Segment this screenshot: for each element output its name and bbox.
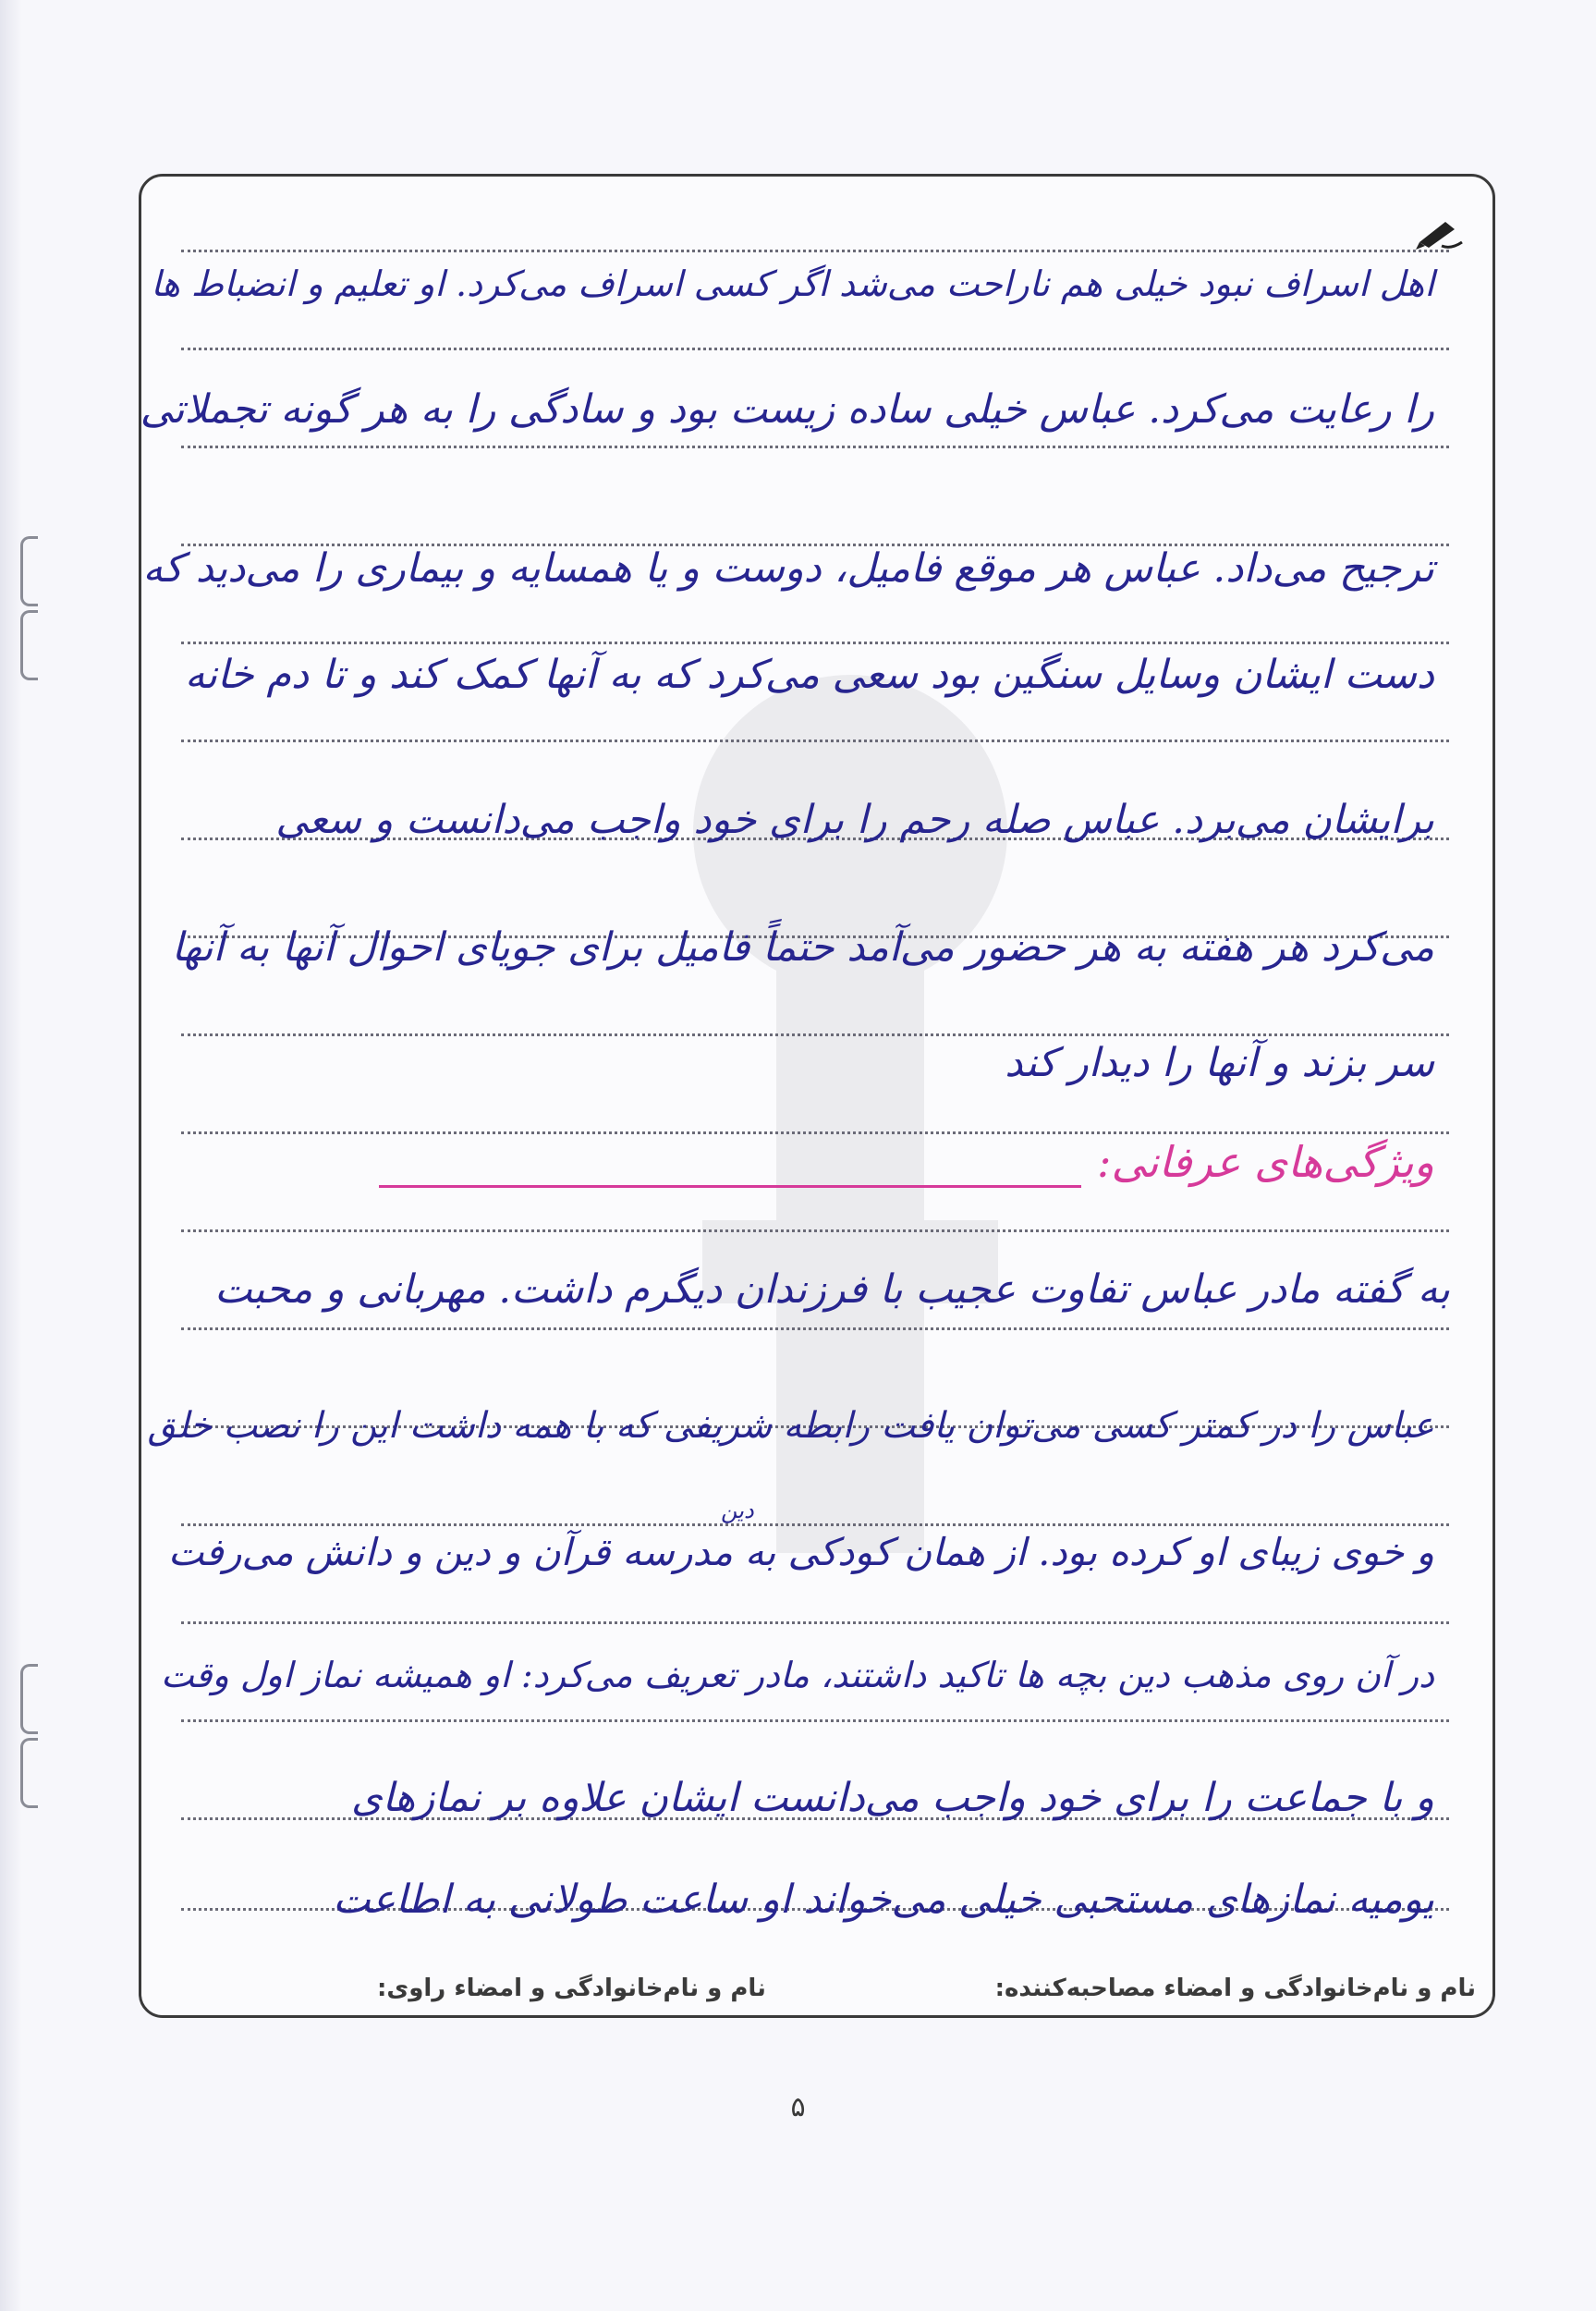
ruled-line bbox=[181, 348, 1449, 350]
staple-bottom bbox=[20, 1664, 38, 1734]
handwritten-line: دست ایشان وسایل سنگین بود سعی می‌کرد که به آنها کمک کند و تا دم خانه bbox=[185, 652, 1434, 698]
handwritten-line: می‌کرد هر هفته به هر حضور می‌آمد حتماً فامیل برای جویای احوال آنها به آنها bbox=[171, 924, 1434, 971]
handwritten-line: را رعایت می‌کرد. عباس خیلی ساده زیست بود و سادگی را به هر گونه تجملاتی bbox=[140, 386, 1434, 433]
ruled-line bbox=[181, 446, 1449, 448]
handwritten-line: ترجیح می‌داد. عباس هر موقع فامیل، دوست و یا همسایه و بیماری را می‌دید که bbox=[142, 545, 1434, 592]
pen-writing-icon bbox=[1414, 214, 1466, 251]
staple-top-lower bbox=[20, 610, 38, 680]
page-binding-shadow bbox=[0, 0, 22, 2311]
handwritten-line: در آن روی مذهب دین بچه ها تاکید داشتند، مادر تعریف می‌کرد: او همیشه نماز اول وقت bbox=[160, 1655, 1434, 1695]
handwritten-line: برایشان می‌برد. عباس صله رحم را برای خود واجب می‌دانست و سعی bbox=[275, 797, 1434, 843]
handwritten-line: به گفته مادر عباس تفاوت عجیب با فرزندان دیگرم داشت. مهربانی و محبت bbox=[214, 1266, 1450, 1313]
heading-underline bbox=[379, 1185, 1081, 1188]
handwritten-line: و با جماعت را برای خود واجب می‌دانست ایشان علاوه بر نمازهای bbox=[351, 1775, 1434, 1821]
ruled-line bbox=[181, 740, 1449, 742]
narrator-signature-label: نام و نام‌خانوادگی و امضاء راوی: bbox=[377, 1975, 766, 2002]
ruled-line bbox=[181, 1033, 1449, 1036]
handwritten-line: اهل اسراف نبود خیلی هم ناراحت می‌شد اگر کسی اسراف می‌کرد. او تعلیم و انضباط ها bbox=[151, 263, 1434, 304]
handwritten-line: عباس را در کمتر کسی می‌توان یافت رابطه شریفی که با همه داشت این را نصب خلق bbox=[147, 1405, 1434, 1447]
ruled-line bbox=[181, 1131, 1449, 1134]
ruled-line bbox=[181, 1621, 1449, 1624]
ruled-line bbox=[181, 1523, 1449, 1526]
handwritten-line: و خوی زیبای او کرده بود. از همان کودکی به مدرسه قرآن و دین و دانش می‌رفت bbox=[167, 1530, 1434, 1574]
interviewer-signature-label: نام و نام‌خانوادگی و امضاء مصاحبه‌کننده: bbox=[994, 1975, 1476, 2002]
ruled-line bbox=[181, 642, 1449, 644]
ruled-line bbox=[181, 1327, 1449, 1330]
section-heading: ویژگی‌های عرفانی: bbox=[1096, 1137, 1434, 1187]
staple-bottom-lower bbox=[20, 1738, 38, 1808]
ruled-line bbox=[181, 1719, 1449, 1722]
page-number: ۵ bbox=[790, 2091, 806, 2123]
ruled-line bbox=[181, 250, 1449, 252]
inserted-word: دین bbox=[721, 1498, 754, 1523]
handwritten-line: سر بزند و آنها را دیدار کند bbox=[1005, 1040, 1434, 1086]
staple-top bbox=[20, 536, 38, 606]
handwritten-line: یومیه نمازهای مستحبی خیلی می‌خواند او ساعت طولانی به اطاعت bbox=[333, 1877, 1434, 1923]
ruled-line bbox=[181, 1229, 1449, 1232]
